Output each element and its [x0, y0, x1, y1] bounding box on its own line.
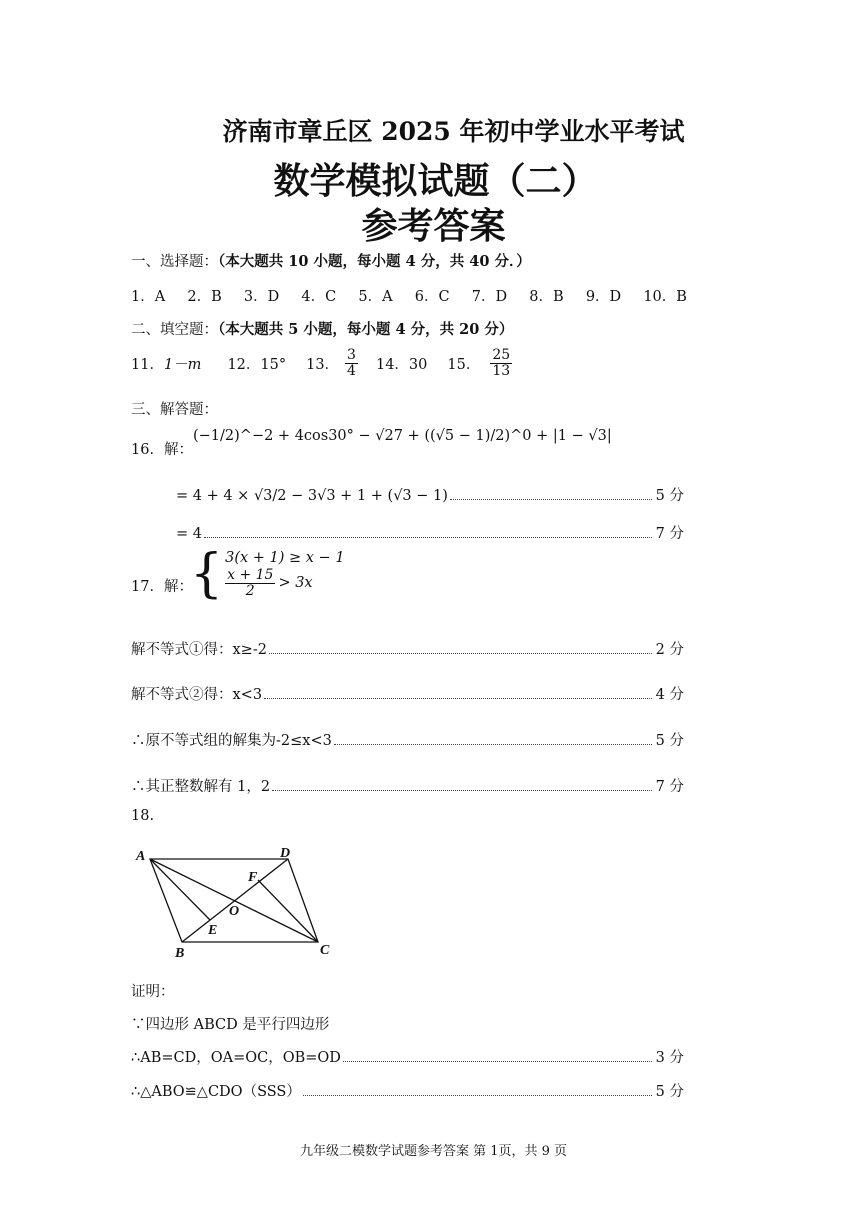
- mc-answer: 7．D: [471, 289, 508, 305]
- q17-step1: 解不等式①得：x≥-2 2 分: [131, 638, 684, 659]
- mc-answers: [131, 285, 687, 306]
- label-f: F: [248, 870, 258, 885]
- fill-answers: 11． 1－m 12．15° 13． $\frac{3}{4}$ 14．30 15． $\frac{25}{13}$: [131, 347, 511, 379]
- score-label: 3 分: [655, 1050, 684, 1066]
- answer-key-title: 参考答案: [361, 205, 506, 247]
- proof-label: 证明：: [131, 984, 175, 1000]
- diagonal-bd: [182, 859, 288, 942]
- score-label: 5 分: [655, 488, 684, 504]
- q16-step1: = 4 + 4 × √3/2 − 3√3 + 1 + (√3 − 1) 5 分: [176, 484, 684, 505]
- leader-dots: [204, 537, 652, 538]
- q16-expression: [193, 428, 612, 444]
- q17-step3: ∴原不等式组的解集为-2≤x<3 5 分: [131, 729, 684, 750]
- mc-answer: 6．C: [414, 289, 450, 305]
- mc-answer: 5．A: [358, 289, 393, 305]
- mc-answer: 8．B: [529, 289, 564, 305]
- section3-heading: 三、解答题：: [131, 402, 218, 418]
- q17-label: 17．解：: [131, 579, 193, 595]
- score-label: 5 分: [655, 1084, 684, 1100]
- q16-label: 16．解：: [131, 442, 193, 458]
- score-label: 7 分: [655, 526, 684, 542]
- score-label: 2 分: [655, 642, 684, 658]
- score-label: 4 分: [655, 687, 684, 703]
- label-c: C: [320, 943, 330, 958]
- mc-answer: 3．D: [243, 289, 280, 305]
- mc-answer: 10．B: [643, 289, 687, 305]
- q18-line3: ∴△ABO≌△CDO（SSS） 5 分: [131, 1080, 684, 1101]
- leader-dots: [303, 1095, 652, 1096]
- answer-13: $\frac{3}{4}$: [347, 347, 356, 379]
- label-e: E: [208, 923, 218, 938]
- q17-step2: 解不等式②得：x<3 4 分: [131, 683, 684, 704]
- mc-answer: 1．A: [131, 289, 166, 305]
- leader-dots: [450, 499, 652, 500]
- leader-dots: [343, 1061, 652, 1062]
- leader-dots: [272, 790, 652, 791]
- segment-ae: [150, 859, 210, 920]
- label-a: A: [136, 849, 146, 864]
- answer-12: 12．15°: [227, 356, 287, 373]
- mc-answer: 2．B: [187, 289, 222, 305]
- exam-title: 济南市章丘区 2025 年初中学业水平考试: [222, 117, 685, 146]
- q17-step4: ∴其正整数解有 1，2 7 分: [131, 775, 684, 796]
- label-o: O: [229, 904, 240, 919]
- ineq-1: 3(x + 1) ≥ x − 1: [225, 549, 345, 566]
- q18-label: 18.: [131, 808, 155, 824]
- q16-step2: = 4 7 分: [176, 522, 684, 543]
- mc-answer: 9．D: [585, 289, 622, 305]
- page-footer: 九年级二模数学试题参考答案 第 1页，共 9 页: [299, 1144, 568, 1159]
- answer-14: 14．30: [375, 356, 428, 373]
- q18-line2: ∴AB=CD，OA=OC，OB=OD 3 分: [131, 1046, 684, 1067]
- section1-heading: 一、选择题：（本大题共 10 小题，每小题 4 分，共 40 分．）: [131, 253, 531, 270]
- answer-15: $\frac{25}{13}$: [492, 347, 511, 379]
- leader-dots: [334, 744, 652, 745]
- segment-cf: [258, 880, 318, 942]
- answer-11: 1－m: [163, 356, 202, 373]
- exam-subtitle: 数学模拟试题（二）: [273, 160, 598, 202]
- q18-line1: ∵四边形 ABCD 是平行四边形: [131, 1017, 330, 1033]
- label-b: B: [175, 946, 185, 961]
- q17-system: [190, 544, 345, 604]
- label-d: D: [280, 846, 291, 861]
- parallelogram-figure: [128, 838, 348, 968]
- mc-answer: 4．C: [301, 289, 337, 305]
- score-label: 5 分: [655, 733, 684, 749]
- ineq-2: $\frac{x + 15}{2}$ > 3x: [227, 566, 313, 599]
- leader-dots: [264, 698, 652, 699]
- brace-glyph: {: [190, 544, 224, 604]
- leader-dots: [269, 653, 652, 654]
- section2-heading: 二、填空题：（本大题共 5 小题，每小题 4 分，共 20 分）: [131, 321, 514, 338]
- score-label: 7 分: [655, 779, 684, 795]
- q16-expression-text: (−1/2)^−2 + 4cos30° − √27 + ((√5 − 1)/2)^0 + |1 − √3|: [193, 428, 612, 444]
